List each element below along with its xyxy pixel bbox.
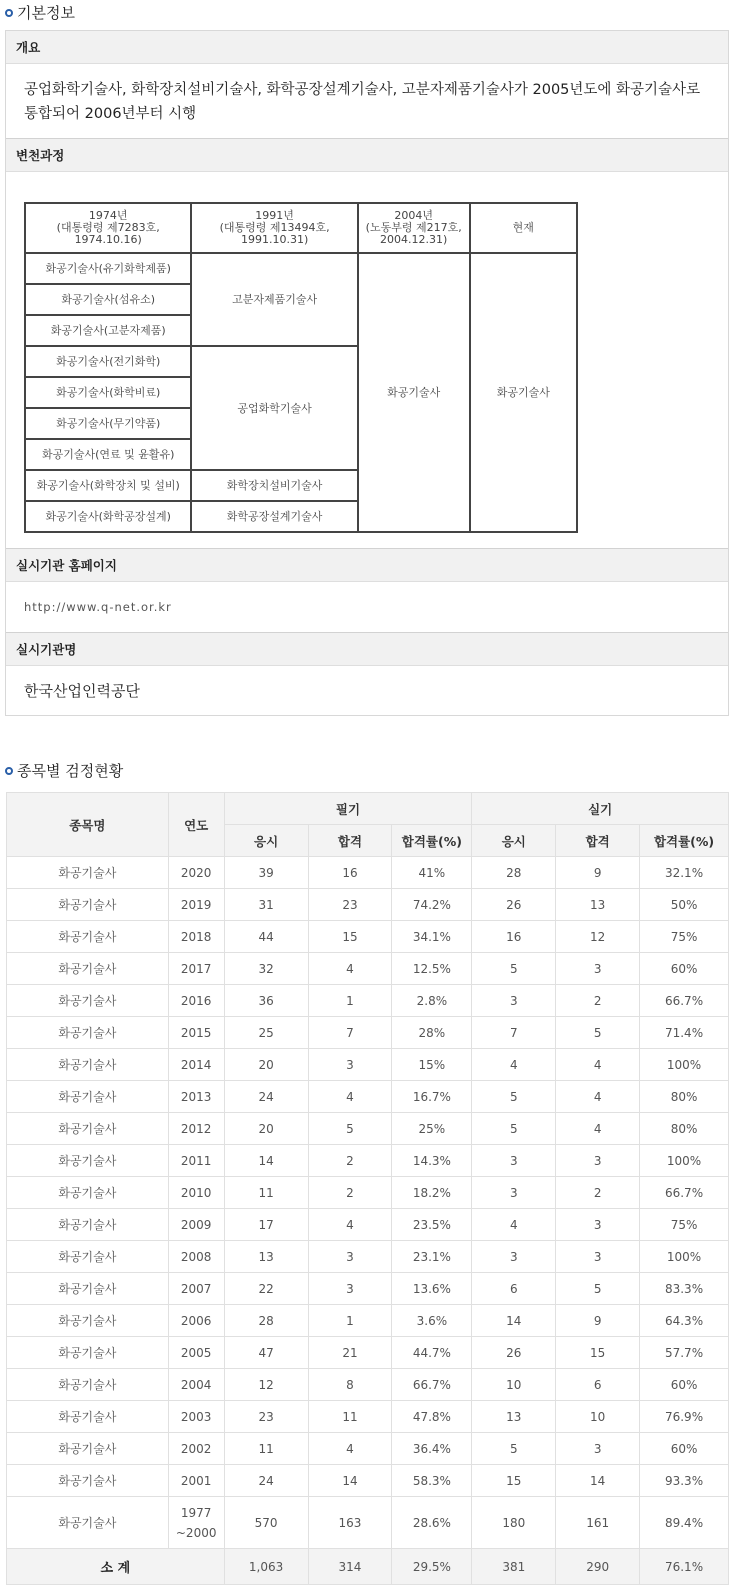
cell-name: 화공기술사	[7, 1049, 169, 1081]
table-row	[7, 1369, 729, 1401]
cell-name: 화공기술사	[7, 857, 169, 889]
cell-name: 화공기술사	[7, 1209, 169, 1241]
table-row	[7, 921, 729, 953]
cell-written-rate: 28%	[392, 1017, 472, 1049]
cell-written-rate: 41%	[392, 857, 472, 889]
cell-written-passed: 4	[308, 1433, 392, 1465]
cell-practical-passed: 5	[556, 1017, 640, 1049]
history-title: 변천과정	[16, 148, 65, 163]
cell-practical-passed: 3	[556, 953, 640, 985]
cell-written-applicants: 44	[224, 921, 308, 953]
cell-written-passed: 23	[308, 889, 392, 921]
total-label: 소 계	[7, 1549, 225, 1585]
cell-year: 2002	[168, 1433, 224, 1465]
cell-practical-rate: 75%	[640, 921, 729, 953]
total-cell: 314	[308, 1549, 392, 1585]
table-row	[7, 1209, 729, 1241]
cell-practical-passed: 4	[556, 1049, 640, 1081]
cell-practical-applicants: 5	[472, 1433, 556, 1465]
cell-practical-rate: 75%	[640, 1209, 729, 1241]
header-name: 종목명	[7, 793, 169, 857]
cell-year: 2011	[168, 1145, 224, 1177]
history-2004-item: 화공기술사	[358, 253, 470, 532]
cell-written-rate: 23.5%	[392, 1209, 472, 1241]
cell-practical-rate: 83.3%	[640, 1273, 729, 1305]
cell-year: 2016	[168, 985, 224, 1017]
cell-year: 2009	[168, 1209, 224, 1241]
cell-name: 화공기술사	[7, 1241, 169, 1273]
header-practical-rate: 합격률(%)	[640, 825, 729, 857]
cell-practical-applicants: 6	[472, 1273, 556, 1305]
cell-year: 2019	[168, 889, 224, 921]
header-written-passed: 합격	[308, 825, 392, 857]
cell-name: 화공기술사	[7, 1017, 169, 1049]
table-row	[7, 953, 729, 985]
total-cell: 29.5%	[392, 1549, 472, 1585]
cell-written-applicants: 36	[224, 985, 308, 1017]
cell-practical-rate: 89.4%	[640, 1497, 729, 1549]
cell-written-rate: 18.2%	[392, 1177, 472, 1209]
homepage-area	[6, 582, 728, 632]
header-written: 필기	[224, 793, 472, 825]
cell-written-passed: 3	[308, 1273, 392, 1305]
cell-practical-passed: 9	[556, 1305, 640, 1337]
header-written-rate: 합격률(%)	[392, 825, 472, 857]
table-row	[7, 1241, 729, 1273]
cell-written-rate: 74.2%	[392, 889, 472, 921]
total-cell: 1,063	[224, 1549, 308, 1585]
cell-written-rate: 3.6%	[392, 1305, 472, 1337]
table-row	[7, 1145, 729, 1177]
cell-practical-rate: 50%	[640, 889, 729, 921]
cell-written-applicants: 12	[224, 1369, 308, 1401]
table-row	[7, 1305, 729, 1337]
table-row	[7, 1497, 729, 1549]
cell-name: 화공기술사	[7, 1081, 169, 1113]
cell-practical-passed: 15	[556, 1337, 640, 1369]
cell-practical-passed: 3	[556, 1241, 640, 1273]
cell-practical-passed: 3	[556, 1433, 640, 1465]
cell-year: 2008	[168, 1241, 224, 1273]
cell-name: 화공기술사	[7, 1305, 169, 1337]
bullet-icon	[5, 9, 13, 17]
cell-name: 화공기술사	[7, 1465, 169, 1497]
cell-practical-applicants: 3	[472, 1145, 556, 1177]
cell-written-applicants: 23	[224, 1401, 308, 1433]
stats-title-text: 종목별 검정현황	[17, 762, 124, 780]
cell-written-rate: 2.8%	[392, 985, 472, 1017]
cell-year: 2007	[168, 1273, 224, 1305]
cell-practical-passed: 12	[556, 921, 640, 953]
cell-practical-passed: 3	[556, 1145, 640, 1177]
cell-practical-rate: 32.1%	[640, 857, 729, 889]
cell-practical-passed: 10	[556, 1401, 640, 1433]
cell-year: 2017	[168, 953, 224, 985]
basic-info-box	[5, 30, 729, 716]
cell-practical-applicants: 5	[472, 1113, 556, 1145]
cell-year: 2004	[168, 1369, 224, 1401]
cell-written-applicants: 11	[224, 1433, 308, 1465]
cell-written-applicants: 11	[224, 1177, 308, 1209]
cell-practical-passed: 3	[556, 1209, 640, 1241]
cell-year: 2014	[168, 1049, 224, 1081]
basic-info-title	[5, 2, 75, 23]
cell-practical-applicants: 7	[472, 1017, 556, 1049]
table-row	[7, 857, 729, 889]
cell-written-applicants: 31	[224, 889, 308, 921]
cell-practical-rate: 71.4%	[640, 1017, 729, 1049]
cell-practical-passed: 161	[556, 1497, 640, 1549]
history-header	[6, 138, 728, 172]
cell-practical-applicants: 4	[472, 1209, 556, 1241]
cell-written-rate: 14.3%	[392, 1145, 472, 1177]
cell-written-passed: 4	[308, 1209, 392, 1241]
cell-practical-passed: 2	[556, 1177, 640, 1209]
total-cell: 290	[556, 1549, 640, 1585]
cell-practical-rate: 80%	[640, 1081, 729, 1113]
cell-practical-applicants: 5	[472, 953, 556, 985]
cell-written-passed: 16	[308, 857, 392, 889]
cell-name: 화공기술사	[7, 1145, 169, 1177]
cell-written-applicants: 570	[224, 1497, 308, 1549]
history-1974-item: 화공기술사(화학비료)	[25, 377, 191, 408]
history-area	[6, 172, 728, 548]
history-1974-item: 화공기술사(화학공장설계)	[25, 501, 191, 532]
cell-year: 2006	[168, 1305, 224, 1337]
cell-practical-rate: 60%	[640, 953, 729, 985]
cell-written-applicants: 32	[224, 953, 308, 985]
cell-written-passed: 8	[308, 1369, 392, 1401]
cell-name: 화공기술사	[7, 889, 169, 921]
table-row	[7, 1337, 729, 1369]
cell-practical-rate: 60%	[640, 1369, 729, 1401]
header-written-applicants: 응시	[224, 825, 308, 857]
org-title: 실시기관명	[16, 642, 77, 657]
cell-practical-rate: 57.7%	[640, 1337, 729, 1369]
cell-practical-applicants: 10	[472, 1369, 556, 1401]
history-1974-item: 화공기술사(연료 및 윤활유)	[25, 439, 191, 470]
cell-practical-rate: 76.9%	[640, 1401, 729, 1433]
cell-written-applicants: 17	[224, 1209, 308, 1241]
cell-written-applicants: 28	[224, 1305, 308, 1337]
cell-practical-passed: 5	[556, 1273, 640, 1305]
homepage-title: 실시기관 홈페이지	[16, 558, 117, 573]
cell-practical-rate: 100%	[640, 1241, 729, 1273]
table-row	[7, 1401, 729, 1433]
cell-name: 화공기술사	[7, 1369, 169, 1401]
cell-name: 화공기술사	[7, 1401, 169, 1433]
bullet-icon	[5, 767, 13, 775]
cell-practical-applicants: 14	[472, 1305, 556, 1337]
cell-practical-passed: 2	[556, 985, 640, 1017]
history-1974-item: 화공기술사(유기화학제품)	[25, 253, 191, 284]
cell-written-applicants: 14	[224, 1145, 308, 1177]
cell-written-rate: 13.6%	[392, 1273, 472, 1305]
cell-year: 2010	[168, 1177, 224, 1209]
cell-practical-rate: 100%	[640, 1145, 729, 1177]
cell-practical-applicants: 26	[472, 889, 556, 921]
header-practical-passed: 합격	[556, 825, 640, 857]
cell-year: 2015	[168, 1017, 224, 1049]
stats-table	[6, 792, 729, 1585]
cell-practical-passed: 9	[556, 857, 640, 889]
header-practical: 실기	[472, 793, 729, 825]
cell-written-rate: 44.7%	[392, 1337, 472, 1369]
cell-practical-passed: 6	[556, 1369, 640, 1401]
cell-name: 화공기술사	[7, 1113, 169, 1145]
cell-practical-rate: 80%	[640, 1113, 729, 1145]
header-year: 연도	[168, 793, 224, 857]
table-row	[7, 1177, 729, 1209]
stats-title	[5, 760, 123, 781]
cell-name: 화공기술사	[7, 1497, 169, 1549]
stats-body	[7, 857, 729, 1549]
cell-practical-passed: 4	[556, 1081, 640, 1113]
cell-written-rate: 36.4%	[392, 1433, 472, 1465]
table-row	[7, 985, 729, 1017]
table-row	[7, 1113, 729, 1145]
history-header-2004: 2004년 (노동부령 제217호, 2004.12.31)	[358, 203, 470, 253]
cell-practical-applicants: 16	[472, 921, 556, 953]
cell-year: 2013	[168, 1081, 224, 1113]
cell-written-passed: 15	[308, 921, 392, 953]
overview-header	[6, 31, 728, 64]
cell-written-applicants: 20	[224, 1113, 308, 1145]
history-table	[24, 202, 578, 533]
table-row	[7, 1049, 729, 1081]
cell-written-passed: 4	[308, 953, 392, 985]
history-1991-item: 공업화학기술사	[191, 346, 357, 470]
cell-practical-applicants: 3	[472, 1177, 556, 1209]
table-row	[7, 889, 729, 921]
cell-written-rate: 58.3%	[392, 1465, 472, 1497]
cell-written-applicants: 22	[224, 1273, 308, 1305]
cell-year: 2018	[168, 921, 224, 953]
cell-written-applicants: 39	[224, 857, 308, 889]
cell-written-passed: 14	[308, 1465, 392, 1497]
cell-written-passed: 1	[308, 985, 392, 1017]
history-current-item: 화공기술사	[470, 253, 577, 532]
history-1974-item: 화공기술사(섬유소)	[25, 284, 191, 315]
cell-written-rate: 16.7%	[392, 1081, 472, 1113]
cell-written-passed: 2	[308, 1177, 392, 1209]
table-row	[7, 1273, 729, 1305]
cell-year: 2020	[168, 857, 224, 889]
history-1991-item: 고분자제품기술사	[191, 253, 357, 346]
cell-practical-rate: 66.7%	[640, 985, 729, 1017]
cell-written-passed: 163	[308, 1497, 392, 1549]
cell-practical-rate: 93.3%	[640, 1465, 729, 1497]
cell-name: 화공기술사	[7, 1273, 169, 1305]
cell-written-rate: 34.1%	[392, 921, 472, 953]
history-header-1974: 1974년 (대통령령 제7283호, 1974.10.16)	[25, 203, 191, 253]
cell-practical-rate: 100%	[640, 1049, 729, 1081]
cell-written-applicants: 13	[224, 1241, 308, 1273]
table-row	[7, 1017, 729, 1049]
cell-practical-rate: 64.3%	[640, 1305, 729, 1337]
cell-practical-rate: 60%	[640, 1433, 729, 1465]
cell-year: 2001	[168, 1465, 224, 1497]
cell-written-passed: 1	[308, 1305, 392, 1337]
cell-practical-rate: 66.7%	[640, 1177, 729, 1209]
cell-written-passed: 3	[308, 1241, 392, 1273]
cell-written-rate: 23.1%	[392, 1241, 472, 1273]
org-header	[6, 632, 728, 666]
table-row	[7, 1465, 729, 1497]
cell-practical-applicants: 26	[472, 1337, 556, 1369]
cell-written-passed: 7	[308, 1017, 392, 1049]
cell-practical-applicants: 3	[472, 985, 556, 1017]
cell-written-applicants: 24	[224, 1465, 308, 1497]
cell-practical-applicants: 4	[472, 1049, 556, 1081]
cell-year: 2005	[168, 1337, 224, 1369]
cell-written-passed: 11	[308, 1401, 392, 1433]
homepage-header	[6, 548, 728, 582]
history-header-1991: 1991년 (대통령령 제13494호, 1991.10.31)	[191, 203, 357, 253]
cell-name: 화공기술사	[7, 1177, 169, 1209]
history-1974-item: 화공기술사(무기약품)	[25, 408, 191, 439]
cell-written-rate: 47.8%	[392, 1401, 472, 1433]
cell-practical-applicants: 180	[472, 1497, 556, 1549]
history-header-current: 현재	[470, 203, 577, 253]
cell-name: 화공기술사	[7, 1433, 169, 1465]
overview-title: 개요	[16, 40, 41, 55]
cell-practical-passed: 4	[556, 1113, 640, 1145]
cell-written-rate: 66.7%	[392, 1369, 472, 1401]
header-practical-applicants: 응시	[472, 825, 556, 857]
history-1974-item: 화공기술사(화학장치 및 설비)	[25, 470, 191, 501]
cell-written-applicants: 20	[224, 1049, 308, 1081]
basic-info-title-text: 기본정보	[17, 4, 75, 22]
cell-year: 2003	[168, 1401, 224, 1433]
homepage-link[interactable]: http://www.q-net.or.kr	[24, 600, 172, 614]
history-1991-item: 화학공장설계기술사	[191, 501, 357, 532]
cell-written-passed: 4	[308, 1081, 392, 1113]
history-1974-item: 화공기술사(전기화학)	[25, 346, 191, 377]
cell-written-rate: 28.6%	[392, 1497, 472, 1549]
table-row	[7, 1433, 729, 1465]
history-1974-item: 화공기술사(고분자제품)	[25, 315, 191, 346]
cell-practical-applicants: 28	[472, 857, 556, 889]
history-1991-item: 화학장치설비기술사	[191, 470, 357, 501]
org-name: 한국산업인력공단	[24, 682, 140, 700]
table-row	[7, 1081, 729, 1113]
cell-written-rate: 25%	[392, 1113, 472, 1145]
total-cell: 381	[472, 1549, 556, 1585]
cell-year: 1977 ~2000	[168, 1497, 224, 1549]
cell-practical-applicants: 3	[472, 1241, 556, 1273]
cell-written-passed: 3	[308, 1049, 392, 1081]
cell-written-applicants: 47	[224, 1337, 308, 1369]
cell-name: 화공기술사	[7, 1337, 169, 1369]
total-cell: 76.1%	[640, 1549, 729, 1585]
cell-written-rate: 12.5%	[392, 953, 472, 985]
cell-written-passed: 5	[308, 1113, 392, 1145]
cell-year: 2012	[168, 1113, 224, 1145]
cell-written-applicants: 25	[224, 1017, 308, 1049]
cell-written-passed: 21	[308, 1337, 392, 1369]
overview-text: 공업화학기술사, 화학장치설비기술사, 화학공장설계기술사, 고분자제품기술사가 2005년도에 화공기술사로 통합되어 2006년부터 시행	[24, 82, 701, 122]
cell-practical-applicants: 13	[472, 1401, 556, 1433]
cell-practical-applicants: 5	[472, 1081, 556, 1113]
cell-written-applicants: 24	[224, 1081, 308, 1113]
cell-name: 화공기술사	[7, 921, 169, 953]
cell-name: 화공기술사	[7, 953, 169, 985]
cell-name: 화공기술사	[7, 985, 169, 1017]
cell-practical-passed: 13	[556, 889, 640, 921]
cell-practical-applicants: 15	[472, 1465, 556, 1497]
cell-practical-passed: 14	[556, 1465, 640, 1497]
org-area	[6, 666, 728, 715]
cell-written-passed: 2	[308, 1145, 392, 1177]
cell-written-rate: 15%	[392, 1049, 472, 1081]
